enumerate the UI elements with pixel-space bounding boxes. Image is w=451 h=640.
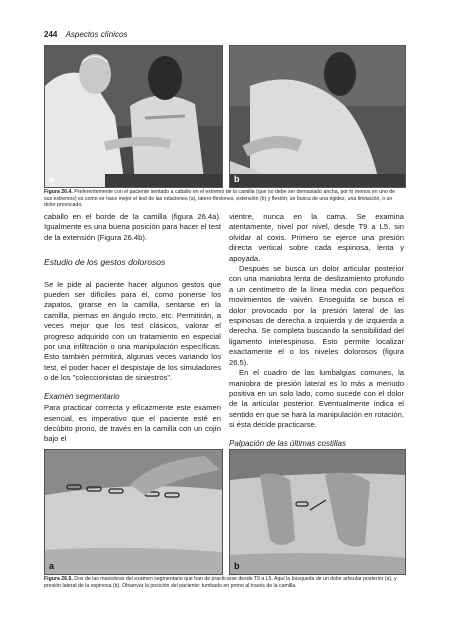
paragraph: Se le pide al paciente hacer algunos gestos que pueden ser difíciles para él, como ponerse los zapatos, girarse en la camilla, sentarse en la camilla, piernas en ángulo recto, etc. Permitirán, a veces mejor que los test clásicos, valorar el progreso adquirido con un tratamiento en especial por una infiltración o una manipulación específicas. Esto también permitirá, algunas veces variando los test, el poder hacer el despistaje de los simuladores o de los "coleccionistas de siniestros". [44,279,221,383]
figure-26-5b-photo [229,449,406,575]
examination-illustration [230,450,405,574]
caption-text: Preferentemente con el paciente sentado a caballo en el extremo de la camilla (que no debe ser demasiado ancha, por lo menos en uno de sus extremos) es como se hace mejor el test de las rotaciones (a), latero-flexiones, extensión (b) y flexión; un busca de una rigidez, una limitación, o un dolor provocado. [44,189,395,209]
paragraph: vientre, nunca en la cama. Se examina atentamente, nivel por nivel, desde T9 a L5, sin olvidar al coxis. Primero se ejerce una presión directa vertical sobre cada espinosa, lenta y apoyada. [229,212,404,263]
caption-lead: Figura 26.4. [44,189,73,195]
subsection-heading: Palpación de las últimas costillas [229,438,346,448]
examination-illustration [230,46,405,187]
caption-lead: Figura 26.5. [44,576,73,582]
figure-26-4-caption [44,189,404,209]
caption-text: Dos de las maniobras del examen segmentario que han de practicarse desde T9 a L5. Aquí la búsqueda de un dolor articular posterior (a), y presión lateral de la espinosa (b). Observar la posición del paciente: tumbado en prono al través de la camilla. [44,576,397,589]
figure-26-5-caption [44,576,404,589]
examination-illustration [45,46,222,187]
subsection-heading: Examen segmentario [44,391,120,401]
paragraph: Para practicar correcta y eficazmente este examen esencial, es imperativo que el paciente esté en decúbito prono, de través en la camilla con un cojín bajo el [44,403,221,444]
paragraph: En el cuadro de las lumbalgias comunes, la maniobra de presión lateral es lo más a menudo positiva en un solo lado, como sucede con el dolor de la articular posterior. Eventualmente indica el sentido en que se hará la manipulación en rotación, si ésta decide practicarse. [229,368,404,430]
panel-a-label: a [49,561,55,571]
panel-b-label: b [234,561,240,571]
running-head [44,30,127,39]
examination-illustration [45,450,222,574]
figure-26-4a-photo [44,45,223,188]
panel-b-label: b [234,174,240,184]
right-column [229,212,404,471]
paragraph: Después se busca un dolor articular posterior con una maniobra lenta de deslizamiento profundo a un centímetro de la línea media con pequeños movimientos de vaivén. Enseguida se busca el dolor provocado por la presión lateral de las espinosas de derecha a izquierda y de izquierda a derecha. Se completa buscando la sensibilidad del ligamento interespinoso. Esto permite localizar exactamente el o los niveles dolorosos (figura 26.5). [229,264,404,367]
left-column [44,212,221,445]
section-heading: Estudio de los gestos dolorosos [44,257,166,268]
section-title: Aspectos clínicos [65,30,128,39]
paragraph: caballo en el borde de la camilla (figura 26.4a). Igualmente es una buena posición para hacer el test de la extensión (Figura 26.4b). [44,212,221,242]
panel-a-label: a [49,174,55,184]
figure-26-5a-photo [44,449,223,575]
figure-26-4b-photo [229,45,406,188]
page-number: 244 [44,30,58,39]
